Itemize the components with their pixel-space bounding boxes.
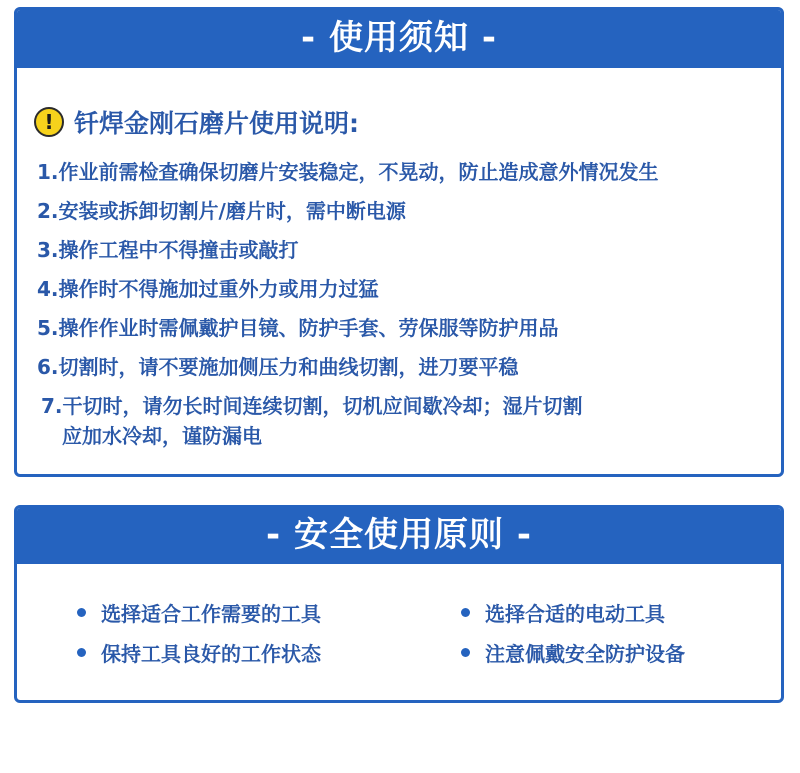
principle-text: 保持工具良好的工作状态 xyxy=(101,642,321,666)
rule-7-line1: 7.干切时，请勿长时间连续切割，切机应间歇冷却；湿片切割 xyxy=(41,394,583,418)
rules-list xyxy=(37,153,659,451)
principle-text: 注意佩戴安全防护设备 xyxy=(485,642,685,666)
bullet-dot xyxy=(77,608,86,617)
principle-text: 选择适合工作需要的工具 xyxy=(101,602,321,626)
warning-icon: ! xyxy=(34,107,64,137)
rule-item: 2.安装或拆卸切割片/磨片时，需中断电源 xyxy=(37,199,406,223)
usage-notice-header: - 使用须知 - xyxy=(17,10,781,68)
bullet-dot xyxy=(77,648,86,657)
rule-item: 3.操作工程中不得撞击或敲打 xyxy=(37,238,299,262)
notice-title-text: 钎焊金刚石磨片使用说明: xyxy=(74,109,359,138)
rule-item: 5.操作作业时需佩戴护目镜、防护手套、劳保服等防护用品 xyxy=(37,316,559,340)
principle-item xyxy=(461,638,685,667)
rule-item xyxy=(37,391,659,451)
bullet-dot xyxy=(461,608,470,617)
safety-principles-header: - 安全使用原则 - xyxy=(17,508,781,564)
bullet-dot xyxy=(461,648,470,657)
rule-item: 1.作业前需检查确保切磨片安装稳定，不晃动，防止造成意外情况发生 xyxy=(37,160,659,184)
principle-item xyxy=(461,598,665,627)
rule-item: 6.切割时，请不要施加侧压力和曲线切割，进刀要平稳 xyxy=(37,355,519,379)
rule-item: 4.操作时不得施加过重外力或用力过猛 xyxy=(37,277,379,301)
notice-title xyxy=(34,104,359,140)
safety-principles-panel xyxy=(14,505,784,703)
principle-item xyxy=(77,638,321,667)
principle-item xyxy=(77,598,321,627)
usage-notice-panel xyxy=(14,7,784,477)
principle-text: 选择合适的电动工具 xyxy=(485,602,665,626)
rule-7-line2: 应加水冷却，谨防漏电 xyxy=(62,424,262,448)
